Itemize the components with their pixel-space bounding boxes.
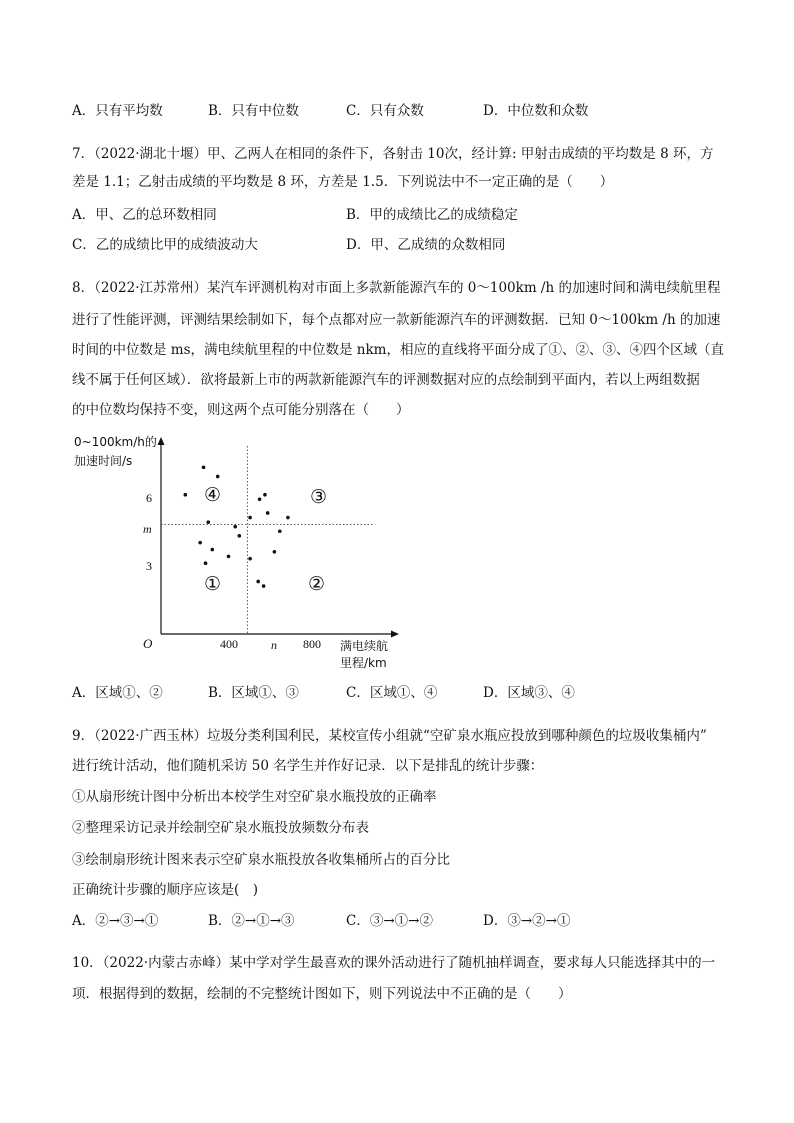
origin-label: O xyxy=(143,636,153,651)
x-tick-400: 400 xyxy=(220,637,238,651)
q8-stem-line1: 8．（2022·江苏常州）某汽车评测机构对市面上多款新能源汽车的 0～100km /h 的加速时间和满电续航里程 xyxy=(72,280,721,296)
q9-option-c: C．③→①→② xyxy=(346,913,433,929)
data-point-19 xyxy=(262,584,266,588)
q6-option-c: C．只有众数 xyxy=(346,103,424,119)
q10-stem-line2: 项．根据得到的数据，绘制的不完整统计图如下，则下列说法中不正确的是（ ） xyxy=(72,986,572,1002)
data-point-1 xyxy=(184,493,188,497)
q8-stem-line5: 的中位数均保持不变，则这两个点可能分别落在（ ） xyxy=(72,402,410,418)
x-tick-800: 800 xyxy=(303,637,321,651)
data-point-16 xyxy=(278,529,282,533)
scatter-chart xyxy=(60,432,400,672)
q7-stem-line1: 7．（2022·湖北十堰）甲、乙两人在相同的条件下，各射击 10次，经计算: 甲射击成绩的平均数是 8 环，方 xyxy=(72,146,714,162)
x-axis-label-line2: 里程/km xyxy=(340,656,387,670)
data-point-11 xyxy=(248,557,252,561)
data-point-2 xyxy=(202,466,206,470)
q7-option-b: B．甲的成绩比乙的成绩稳定 xyxy=(346,207,518,223)
x-axis-arrow xyxy=(391,631,399,638)
q9-option-b: B．②→①→③ xyxy=(208,913,295,929)
data-point-15 xyxy=(266,511,270,515)
data-point-17 xyxy=(286,516,290,520)
q8-option-a: A．区域①、② xyxy=(72,685,163,701)
data-point-8 xyxy=(227,555,231,559)
data-points xyxy=(184,466,290,588)
data-point-7 xyxy=(211,548,215,552)
q9-step-3: ③绘制扇形统计图来表示空矿泉水瓶投放各收集桶所占的百分比 xyxy=(72,852,450,868)
q9-stem-line1: 9．（2022·广西玉林）垃圾分类利国利民，某校宣传小组就“空矿泉水瓶应投放到哪种颜色的垃圾收集桶内” xyxy=(72,728,707,744)
q8-option-b: B．区域①、③ xyxy=(208,685,299,701)
region-label-2: ② xyxy=(308,573,326,595)
q7-option-d: D．甲、乙成绩的众数相同 xyxy=(346,237,506,253)
y-axis-label-line2: 加速时间/s xyxy=(74,454,133,468)
x-tick-n: n xyxy=(271,638,277,652)
q9-option-a: A．②→③→① xyxy=(72,913,159,929)
q10-stem-line1: 10．（2022·内蒙古赤峰）某中学对学生最喜欢的课外活动进行了随机抽样调查，要求每人只能选择其中的一 xyxy=(72,955,716,971)
y-axis-label-line1: 0~100km/h的 xyxy=(74,435,157,449)
q9-step-1: ①从扇形统计图中分析出本校学生对空矿泉水瓶投放的正确率 xyxy=(72,789,437,805)
q7-stem-line2: 差是 1.1；乙射击成绩的平均数是 8 环，方差是 1.5．下列说法中不一定正确的是（ ） xyxy=(72,174,614,190)
y-tick-6: 6 xyxy=(146,491,152,505)
data-point-13 xyxy=(258,497,262,501)
q9-stem-line3: 正确统计步骤的顺序应该是( ) xyxy=(72,882,259,898)
q7-option-a: A．甲、乙的总环数相同 xyxy=(72,207,217,223)
q6-option-d: D．中位数和众数 xyxy=(483,103,589,119)
data-point-12 xyxy=(248,516,252,520)
data-point-18 xyxy=(256,580,260,584)
q6-option-a: A．只有平均数 xyxy=(72,103,163,119)
q8-option-d: D．区域③、④ xyxy=(483,685,575,701)
data-point-4 xyxy=(198,541,202,545)
q7-option-c: C．乙的成绩比甲的成绩波动大 xyxy=(72,237,258,253)
data-point-10 xyxy=(238,534,242,538)
data-point-6 xyxy=(204,561,208,565)
data-point-20 xyxy=(273,550,277,554)
q9-step-2: ②整理采访记录并绘制空矿泉水瓶投放频数分布表 xyxy=(72,820,369,836)
q9-option-d: D．③→②→① xyxy=(483,913,571,929)
data-point-3 xyxy=(216,475,220,479)
q6-option-b: B．只有中位数 xyxy=(208,103,299,119)
q8-option-c: C．区域①、④ xyxy=(346,685,438,701)
region-label-1: ① xyxy=(204,573,222,595)
region-label-4: ④ xyxy=(204,484,222,506)
region-label-3: ③ xyxy=(310,486,328,508)
data-point-14 xyxy=(263,493,267,497)
x-axis-label-line1: 满电续航 xyxy=(340,639,389,653)
y-axis-arrow xyxy=(158,437,165,445)
data-point-5 xyxy=(206,520,210,524)
q8-stem-line3: 时间的中位数是 ms，满电续航里程的中位数是 nkm，相应的直线将平面分成了①、②、③、④四个区域（直 xyxy=(72,342,724,358)
y-tick-3: 3 xyxy=(146,559,152,573)
q9-stem-line2: 进行统计活动，他们随机采访 50 名学生并作好记录．以下是排乱的统计步骤： xyxy=(72,758,544,774)
y-tick-m: m xyxy=(143,522,152,536)
q8-stem-line4: 线不属于任何区域）．欲将最新上市的两款新能源汽车的评测数据对应的点绘制到平面内，若以上两组数据 xyxy=(72,372,700,388)
q8-stem-line2: 进行了性能评测，评测结果绘制如下，每个点都对应一款新能源汽车的评测数据．已知 0～100km /h 的加速 xyxy=(72,312,721,328)
data-point-9 xyxy=(233,525,237,529)
